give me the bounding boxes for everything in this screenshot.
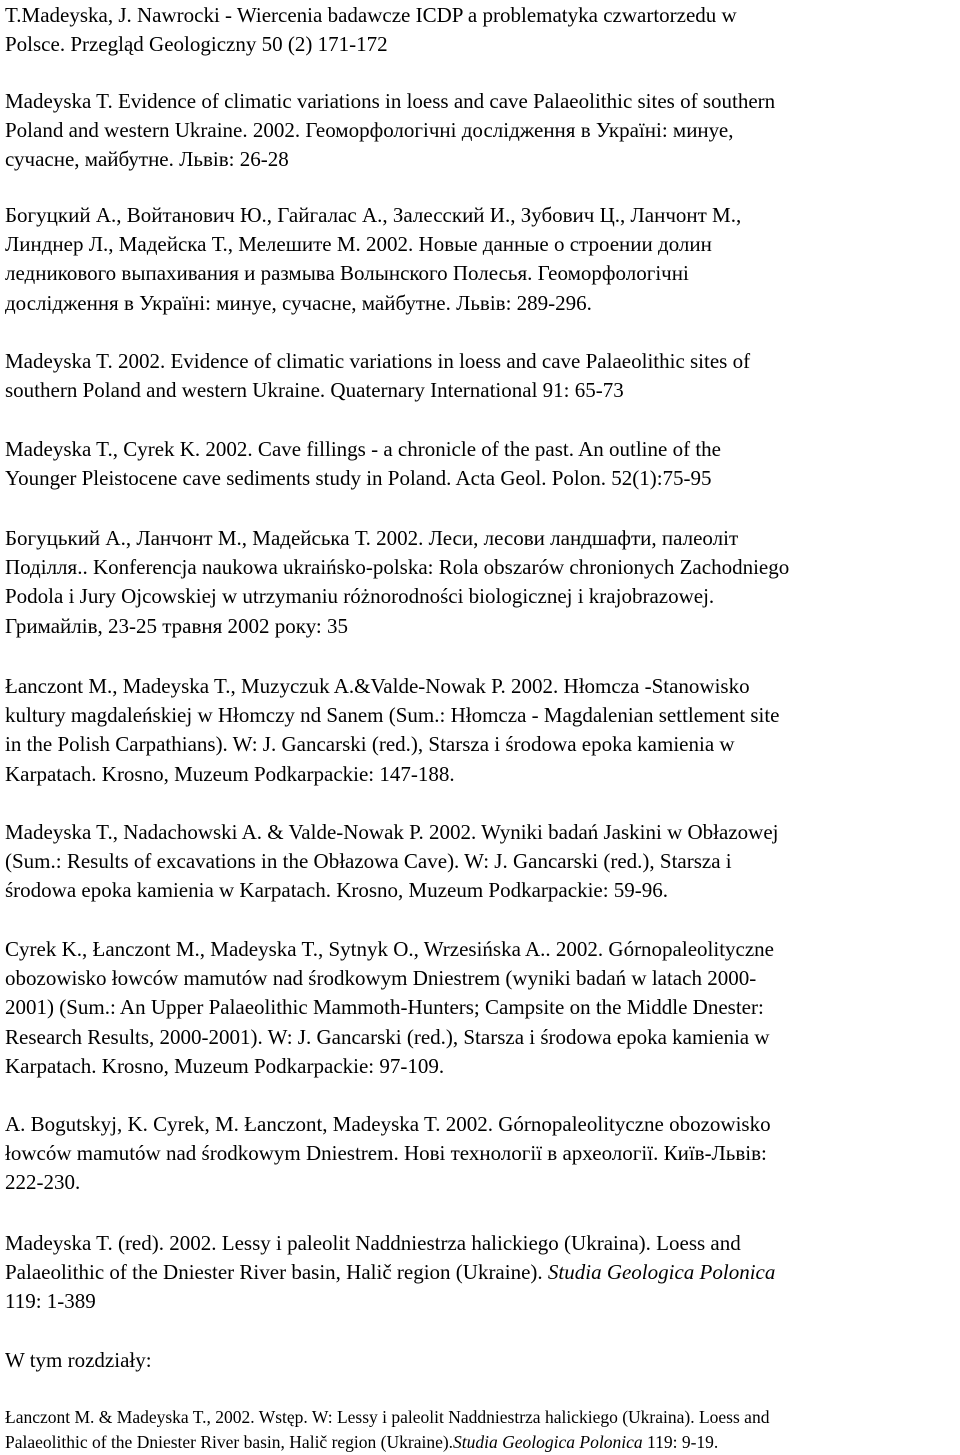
reference-line: southern Poland and western Ukraine. Quaternary International 91: 65-73 <box>5 378 624 403</box>
reference-line: ледникового выпахивания и размыва Волынского Полесья. Геоморфологічні <box>5 261 689 286</box>
reference-line: 2001) (Sum.: An Upper Palaeolithic Mammoth-Hunters; Campsite on the Middle Dnester: <box>5 995 764 1020</box>
reference-line: T.Madeyska, J. Nawrocki - Wiercenia badawcze ICDP a problematyka czwartorzedu w <box>5 3 737 27</box>
reference-line: Karpatach. Krosno, Muzeum Podkarpackie: 147-188. <box>5 761 455 786</box>
reference-line: Поділля.. Konferencja naukowa ukraińsko-polska: Rola obszarów chronionych Zachodniego <box>5 555 790 580</box>
reference-line: 119: 1-389 <box>5 1289 96 1314</box>
reference-line: сучасне, майбутне. Львів: 26-28 <box>5 147 289 172</box>
reference-entry <box>5 435 960 493</box>
reference-entry <box>5 1110 960 1198</box>
reference-line: 222-230. <box>5 1170 81 1195</box>
reference-line: A. Bogutskyj, K. Cyrek, M. Łanczont, Madeyska T. 2002. Górnopaleolityczne obozowisko <box>5 1112 771 1136</box>
reference-line: Madeyska T., Nadachowski A. & Valde-Nowak P. 2002. Wyniki badań Jaskini w Obłazowej <box>5 820 779 844</box>
journal-title: Studia Geologica Polonica <box>453 1432 643 1452</box>
reference-line: (Sum.: Results of excavations in the Obłazowa Cave). W: J. Gancarski (red.), Starsza i <box>5 849 732 874</box>
reference-line: Madeyska T., Cyrek K. 2002. Cave fillings - a chronicle of the past. An outline of the <box>5 437 721 461</box>
reference-line: Research Results, 2000-2001). W: J. Gancarski (red.), Starsza i środowa epoka kamienia w <box>5 1024 770 1049</box>
reference-entry <box>5 1405 960 1455</box>
reference-line <box>5 1430 960 1455</box>
reference-line: Гримайлів, 23-25 травня 2002 року: 35 <box>5 613 349 638</box>
reference-entry <box>5 672 960 789</box>
reference-entry <box>5 935 960 1081</box>
reference-line: Madeyska T. (red). 2002. Lessy i paleolit Naddniestrza halickiego (Ukraina). Loess and <box>5 1231 741 1255</box>
reference-line: Madeyska T. Evidence of climatic variations in loess and cave Palaeolithic sites of southern <box>5 89 776 113</box>
reference-line <box>5 1258 960 1287</box>
reference-entry <box>5 818 960 906</box>
subheading-text: W tym rozdziały: <box>5 1348 152 1372</box>
reference-line: Polsce. Przegląd Geologiczny 50 (2) 171-172 <box>5 32 388 57</box>
reference-line: Younger Pleistocene cave sediments study in Poland. Acta Geol. Polon. 52(1):75-95 <box>5 466 712 491</box>
reference-text: Palaeolithic of the Dniester River basin, Halič region (Ukraine). <box>5 1260 548 1285</box>
reference-entry <box>5 201 960 318</box>
reference-line: łowców mamutów nad środkowym Dniestrem. Нові технології в археології. Київ-Львів: <box>5 1141 767 1166</box>
reference-line: Karpatach. Krosno, Muzeum Podkarpackie: 97-109. <box>5 1053 445 1078</box>
reference-entry <box>5 524 960 641</box>
reference-line: środowa epoka kamienia w Karpatach. Krosno, Muzeum Podkarpackie: 59-96. <box>5 878 669 903</box>
section-subheading <box>5 1346 960 1375</box>
reference-line: Podola i Jury Ojcowskiej w utrzymaniu różnorodności biologicznej i krajobrazowej. <box>5 584 715 609</box>
reference-line: Poland and western Ukraine. 2002. Геоморфологічні дослідження в Україні: минуе, <box>5 118 734 143</box>
reference-line: Madeyska T. 2002. Evidence of climatic variations in loess and cave Palaeolithic sites of <box>5 349 751 373</box>
reference-line: kultury magdaleńskiej w Hłomczy nd Sanem (Sum.: Hłomcza - Magdalenian settlement site <box>5 703 780 728</box>
reference-line: Линднер Л., Мадейска Т., Мелешите М. 2002. Новые данные о строении долин <box>5 232 712 257</box>
journal-title: Studia Geologica Polonica <box>547 1260 776 1285</box>
reference-text: 119: 9-19. <box>642 1432 719 1452</box>
reference-entry <box>5 1 960 59</box>
reference-entry <box>5 1229 960 1317</box>
reference-text: Palaeolithic of the Dniester River basin, Halič region (Ukraine). <box>5 1432 454 1452</box>
reference-entry <box>5 87 960 175</box>
reference-line: Łanczont M. & Madeyska T., 2002. Wstęp. W: Lessy i paleolit Naddniestrza halickiego (Ukraina). Loess and <box>5 1407 770 1427</box>
reference-line: Cyrek K., Łanczont M., Madeyska T., Sytnyk O., Wrzesińska A.. 2002. Górnopaleolityczne <box>5 937 775 961</box>
reference-line: obozowisko łowców mamutów nad środkowym Dniestrem (wyniki badań w latach 2000- <box>5 966 757 991</box>
reference-line: in the Polish Carpathians). W: J. Gancarski (red.), Starsza i środowa epoka kamienia w <box>5 732 735 757</box>
reference-entry <box>5 347 960 405</box>
reference-line: Łanczont M., Madeyska T., Muzyczuk A.&Valde-Nowak P. 2002. Hłomcza -Stanowisko <box>5 674 750 698</box>
reference-line: Богуцький А., Ланчонт М., Мадейська Т. 2002. Леси, лесови ландшафти, палеоліт <box>5 526 739 550</box>
reference-line: дослідження в Україні: минуе, сучасне, майбутне. Львів: 289-296. <box>5 290 592 315</box>
reference-line: Богуцкий А., Войтанович Ю., Гайгалас А., Залесский И., Зубович Ц., Ланчонт М., <box>5 203 742 227</box>
